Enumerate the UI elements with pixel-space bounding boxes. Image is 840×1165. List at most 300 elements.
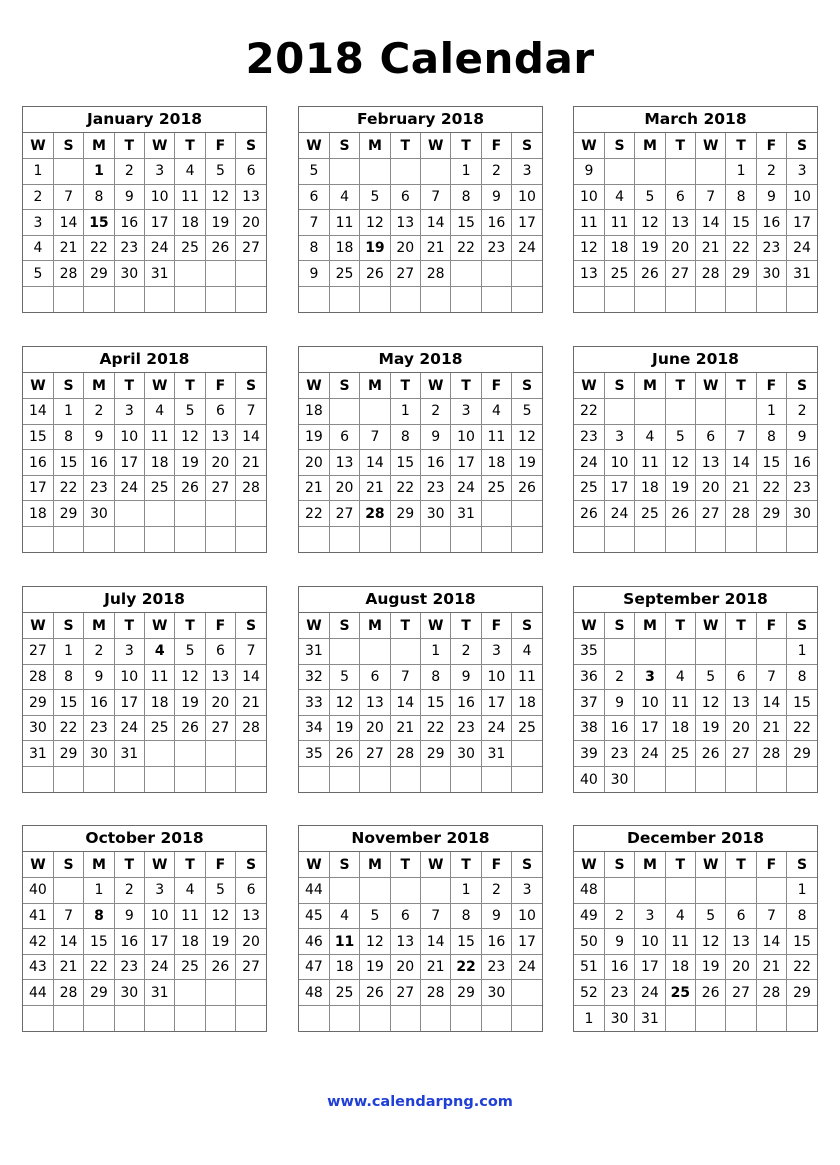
week-number: 22 [574,399,604,425]
day-cell: 20 [360,715,390,741]
holiday-cell: 11 [329,929,359,955]
empty-cell [451,527,481,553]
day-cell: 12 [665,450,695,476]
week-number: 29 [23,690,53,716]
day-cell: 30 [84,501,114,527]
empty-cell [726,767,756,793]
day-cell: 20 [390,235,420,261]
weekday-header: M [635,373,665,399]
month-grid [299,133,542,312]
week-row [23,1006,266,1032]
day-cell: 23 [114,235,144,261]
empty-cell [53,287,83,313]
empty-cell [175,501,205,527]
week-row [23,664,266,690]
day-cell: 15 [84,929,114,955]
empty-cell [175,287,205,313]
week-number: 40 [23,878,53,904]
week-row [574,639,817,665]
day-cell: 15 [390,450,420,476]
week-number: 10 [574,184,604,210]
week-row [299,184,542,210]
day-cell: 26 [360,261,390,287]
day-cell: 17 [145,210,175,236]
day-cell: 11 [512,664,542,690]
weekday-header: S [236,613,266,639]
day-cell: 27 [360,741,390,767]
weekday-header: S [329,852,359,878]
weekday-header-row [23,852,266,878]
empty-cell [236,1006,266,1032]
empty-cell [481,767,511,793]
empty-cell [53,878,83,904]
empty-cell [726,527,756,553]
week-number: 13 [574,261,604,287]
empty-cell [696,1006,726,1032]
day-cell: 22 [53,475,83,501]
day-cell: 4 [329,184,359,210]
month-panel [298,346,543,553]
empty-cell [451,767,481,793]
week-number: 36 [574,664,604,690]
day-cell: 2 [84,399,114,425]
day-cell: 16 [481,929,511,955]
empty-cell [236,767,266,793]
empty-cell [175,767,205,793]
day-cell: 3 [114,639,144,665]
day-cell: 21 [421,954,451,980]
month-grid [299,852,542,1031]
day-cell: 29 [53,741,83,767]
day-cell: 30 [114,261,144,287]
day-cell: 12 [175,664,205,690]
day-cell: 21 [390,715,420,741]
day-cell: 24 [481,715,511,741]
day-cell: 22 [787,954,817,980]
day-cell: 3 [145,878,175,904]
week-number: 19 [299,424,329,450]
day-cell: 26 [512,475,542,501]
empty-cell [665,639,695,665]
day-cell: 26 [665,501,695,527]
month-title: March 2018 [574,107,817,133]
weekday-header: T [175,373,205,399]
week-row [574,878,817,904]
empty-cell [329,159,359,185]
day-cell: 8 [53,664,83,690]
empty-cell [114,767,144,793]
weekday-header: M [635,133,665,159]
week-row [574,715,817,741]
day-cell: 28 [421,980,451,1006]
empty-cell [421,1006,451,1032]
week-row [574,501,817,527]
day-cell: 29 [84,980,114,1006]
month-panel [573,586,818,793]
weekday-header: T [665,613,695,639]
month-panel [573,106,818,313]
day-cell: 22 [84,235,114,261]
day-cell: 16 [481,210,511,236]
day-cell: 12 [696,690,726,716]
day-cell: 18 [329,954,359,980]
day-cell: 26 [205,954,235,980]
week-number: 46 [299,929,329,955]
day-cell: 9 [787,424,817,450]
week-number: 8 [299,235,329,261]
week-row [574,159,817,185]
week-row [299,210,542,236]
day-cell: 11 [175,184,205,210]
day-cell: 6 [205,639,235,665]
week-row [574,954,817,980]
day-cell: 4 [512,639,542,665]
week-row [574,210,817,236]
day-cell: 27 [390,980,420,1006]
day-cell: 7 [696,184,726,210]
empty-cell [175,1006,205,1032]
day-cell: 2 [451,639,481,665]
empty-cell [114,1006,144,1032]
day-cell: 3 [604,424,634,450]
weekday-header: S [236,373,266,399]
footer-website-link[interactable]: www.calendarpng.com [327,1094,513,1110]
week-row [299,741,542,767]
holiday-cell: 3 [635,664,665,690]
week-row [23,210,266,236]
weekday-header: S [512,852,542,878]
week-number: 44 [299,878,329,904]
day-cell: 5 [635,184,665,210]
week-row [299,929,542,955]
day-cell: 13 [390,929,420,955]
day-cell: 29 [787,980,817,1006]
day-cell: 11 [481,424,511,450]
weekday-header-row [574,613,817,639]
day-cell: 11 [145,424,175,450]
weekday-header: S [329,613,359,639]
day-cell: 22 [787,715,817,741]
day-cell: 3 [145,159,175,185]
empty-cell [205,980,235,1006]
holiday-cell: 8 [84,903,114,929]
week-row [574,903,817,929]
day-cell: 28 [756,980,786,1006]
day-cell: 19 [635,235,665,261]
empty-cell [421,767,451,793]
empty-cell [665,399,695,425]
week-number: 18 [299,399,329,425]
day-cell: 15 [451,929,481,955]
day-cell: 30 [451,741,481,767]
month-panel [298,825,543,1032]
day-cell: 13 [236,184,266,210]
day-cell: 19 [175,450,205,476]
empty-cell [696,287,726,313]
month-title: July 2018 [23,587,266,613]
day-cell: 27 [390,261,420,287]
day-cell: 23 [604,741,634,767]
week-row [574,741,817,767]
week-number: 6 [299,184,329,210]
month-title: December 2018 [574,826,817,852]
day-cell: 27 [205,475,235,501]
day-cell: 14 [236,424,266,450]
day-cell: 2 [787,399,817,425]
day-cell: 11 [175,903,205,929]
day-cell: 13 [665,210,695,236]
empty-cell [175,741,205,767]
week-number: 2 [23,184,53,210]
day-cell: 9 [114,903,144,929]
weekday-header: T [726,852,756,878]
day-cell: 14 [421,929,451,955]
month-title: November 2018 [299,826,542,852]
month-title: October 2018 [23,826,266,852]
week-row [299,287,542,313]
empty-cell [635,527,665,553]
weekday-header: S [604,613,634,639]
month-panel [22,106,267,313]
day-cell: 12 [175,424,205,450]
week-row [23,980,266,1006]
week-row [574,399,817,425]
weekday-header: T [665,852,695,878]
day-cell: 8 [451,903,481,929]
day-cell: 3 [512,878,542,904]
weekday-header: F [481,852,511,878]
empty-cell [53,767,83,793]
day-cell: 9 [481,903,511,929]
empty-cell [329,287,359,313]
weekday-header: S [236,852,266,878]
weekday-header: S [53,852,83,878]
week-number: 12 [574,235,604,261]
week-row [23,424,266,450]
day-cell: 30 [481,980,511,1006]
weekday-header: S [787,373,817,399]
weekday-header: W [145,613,175,639]
empty-cell [205,527,235,553]
day-cell: 30 [604,1006,634,1032]
empty-cell [145,1006,175,1032]
empty-cell [360,767,390,793]
empty-cell [481,287,511,313]
day-cell: 12 [205,184,235,210]
day-cell: 5 [205,878,235,904]
weekday-header: S [604,373,634,399]
weekday-header: S [329,133,359,159]
day-cell: 7 [421,184,451,210]
day-cell: 13 [329,450,359,476]
weekday-header: T [451,373,481,399]
weekday-header: F [205,133,235,159]
day-cell: 19 [696,715,726,741]
empty-cell [512,287,542,313]
week-row [299,399,542,425]
day-cell: 10 [635,929,665,955]
empty-cell [390,878,420,904]
weekday-header: T [175,852,205,878]
weekday-header: W [696,133,726,159]
weekday-header: T [390,852,420,878]
weekday-header: T [665,373,695,399]
day-cell: 15 [53,690,83,716]
weekday-header: S [512,133,542,159]
empty-cell [205,1006,235,1032]
weekday-header: S [512,373,542,399]
month-grid [299,373,542,552]
week-row [574,1006,817,1032]
weekday-header: W [145,373,175,399]
week-number: 30 [23,715,53,741]
empty-cell [236,261,266,287]
day-cell: 10 [114,664,144,690]
week-number: 50 [574,929,604,955]
week-number: 18 [23,501,53,527]
day-cell: 14 [390,690,420,716]
day-cell: 18 [175,210,205,236]
day-cell: 11 [665,690,695,716]
day-cell: 2 [481,878,511,904]
week-row [299,235,542,261]
week-row [574,929,817,955]
empty-cell [512,1006,542,1032]
week-number: 9 [574,159,604,185]
day-cell: 6 [726,664,756,690]
day-cell: 4 [635,424,665,450]
day-cell: 8 [84,184,114,210]
day-cell: 15 [726,210,756,236]
weekday-header: W [421,373,451,399]
week-number: 33 [299,690,329,716]
day-cell: 9 [604,690,634,716]
day-cell: 31 [451,501,481,527]
day-cell: 7 [53,903,83,929]
empty-cell [696,527,726,553]
weekday-header: F [205,613,235,639]
week-number [23,527,53,553]
empty-cell [360,287,390,313]
day-cell: 30 [421,501,451,527]
day-cell: 10 [512,903,542,929]
day-cell: 13 [726,690,756,716]
day-cell: 20 [205,450,235,476]
empty-cell [175,261,205,287]
day-cell: 26 [175,475,205,501]
day-cell: 20 [390,954,420,980]
week-row [574,235,817,261]
holiday-cell: 19 [360,235,390,261]
day-cell: 24 [635,741,665,767]
week-row [299,424,542,450]
day-cell: 19 [512,450,542,476]
week-row [574,664,817,690]
empty-cell [329,1006,359,1032]
month-panel [573,346,818,553]
day-cell: 1 [53,639,83,665]
day-cell: 15 [421,690,451,716]
day-cell: 11 [329,210,359,236]
weekday-header: T [726,613,756,639]
empty-cell [329,767,359,793]
weekday-header-row [574,133,817,159]
week-row [574,475,817,501]
day-cell: 27 [329,501,359,527]
day-cell: 4 [665,664,695,690]
empty-cell [665,1006,695,1032]
week-row [574,767,817,793]
day-cell: 9 [604,929,634,955]
empty-cell [205,767,235,793]
day-cell: 20 [726,954,756,980]
day-cell: 20 [236,929,266,955]
weekday-header: S [329,373,359,399]
empty-cell [329,527,359,553]
day-cell: 22 [756,475,786,501]
day-cell: 8 [756,424,786,450]
day-cell: 10 [481,664,511,690]
week-header: W [23,613,53,639]
week-row [23,715,266,741]
day-cell: 21 [236,450,266,476]
day-cell: 23 [481,235,511,261]
week-number: 39 [574,741,604,767]
empty-cell [512,501,542,527]
month-title: August 2018 [299,587,542,613]
empty-cell [512,980,542,1006]
day-cell: 27 [665,261,695,287]
day-cell: 12 [360,929,390,955]
week-row [23,954,266,980]
day-cell: 25 [175,235,205,261]
month-panel [298,106,543,313]
day-cell: 2 [421,399,451,425]
month-grid [23,133,266,312]
day-cell: 17 [635,715,665,741]
weekday-header: S [53,133,83,159]
weekday-header: F [205,852,235,878]
day-cell: 1 [756,399,786,425]
week-number: 15 [23,424,53,450]
day-cell: 7 [726,424,756,450]
empty-cell [481,1006,511,1032]
empty-cell [451,1006,481,1032]
day-cell: 1 [787,639,817,665]
day-cell: 6 [236,159,266,185]
weekday-header: T [390,613,420,639]
day-cell: 25 [512,715,542,741]
weekday-header: T [114,613,144,639]
empty-cell [604,399,634,425]
week-row [299,954,542,980]
day-cell: 12 [205,903,235,929]
week-row [299,767,542,793]
day-cell: 22 [53,715,83,741]
empty-cell [756,1006,786,1032]
week-header: W [574,852,604,878]
empty-cell [726,639,756,665]
day-cell: 23 [84,475,114,501]
day-cell: 27 [696,501,726,527]
week-number: 31 [23,741,53,767]
day-cell: 3 [635,903,665,929]
empty-cell [665,159,695,185]
day-cell: 17 [787,210,817,236]
day-cell: 1 [84,878,114,904]
week-number: 22 [299,501,329,527]
empty-cell [726,287,756,313]
